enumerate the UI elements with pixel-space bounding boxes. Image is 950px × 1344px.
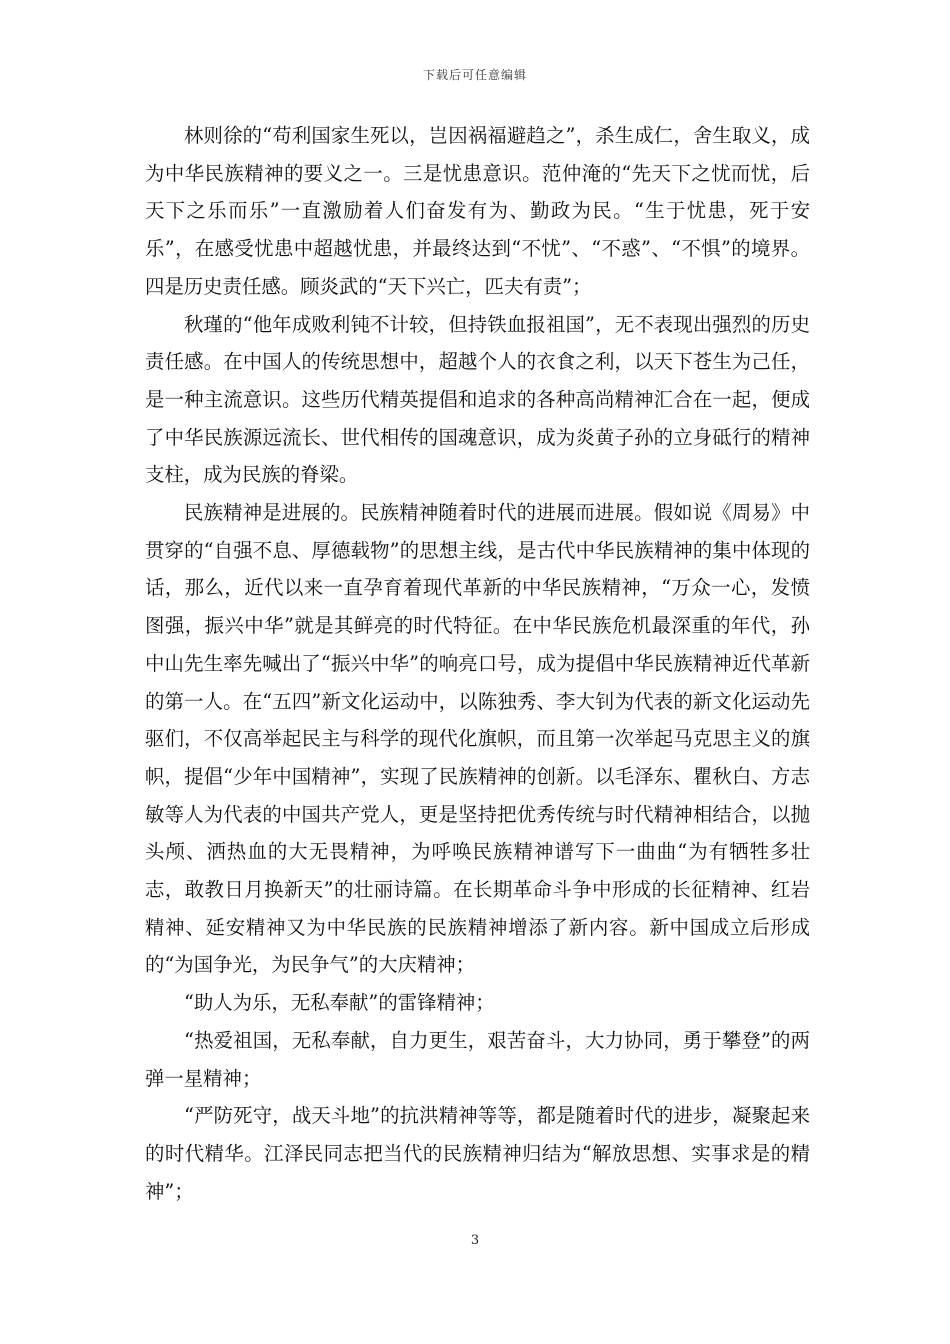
paragraph-6: “严防死守，战天斗地”的抗洪精神等等，都是随着时代的进步，凝聚起来的时代精华。江泽民同志把当代的民族精神归结为“解放思想、实事求是的精神”；: [145, 1104, 810, 1203]
page-number: 3: [470, 1233, 480, 1248]
paragraph-2: 秋瑾的“他年成败利钝不计较，但持铁血报祖国”，无不表现出强烈的历史责任感。在中国人的传统思想中，超越个人的衣食之利，以天下苍生为己任，是一种主流意识。这些历代精英提倡和追求的各种高尚精神汇合在一起，便成了中华民族源远流长、世代相传的国魂意识，成为炎黄子孙的立身砥行的精神支柱，成为民族的脊梁。: [145, 312, 810, 487]
page-header: 下载后可任意编辑: [422, 68, 527, 82]
paragraph-3: 民族精神是进展的。民族精神随着时代的进展而进展。假如说《周易》中贯穿的“自强不息、厚德载物”的思想主线，是古代中华民族精神的集中体现的话，那么，近代以来一直孕育着现代革新的中华民族精神，“万众一心，发愤图强，振兴中华”就是其鲜亮的时代特征。在中华民族危机最深重的年代，孙中山先生率先喊出了“振兴中华”的响亮口号，成为提倡中华民族精神近代革新的第一人。在“五四”新文化运动中，以陈独秀、李大钊为代表的新文化运动先驱们，不仅高举起民主与科学的现代化旗帜，而且第一次举起马克思主义的旗帜，提倡“少年中国精神”，实现了民族精神的创新。以毛泽东、瞿秋白、方志敏等人为代表的中国共产党人，更是坚持把优秀传统与时代精神相结合，以抛头颅、洒热血的大无畏精神，为呼唤民族精神谱写下一曲曲“为有牺牲多壮志，敢教日月换新天”的壮丽诗篇。在长期革命斗争中形成的长征精神、红岩精神、延安精神又为中华民族的民族精神增添了新内容。新中国成立后形成的“为国争光，为民争气”的大庆精神；: [145, 501, 810, 977]
paragraph-1: 林则徐的“苟利国家生死以，岂因祸福避趋之”，杀生成仁，舍生取义，成为中华民族精神的要义之一。三是忧患意识。范仲淹的“先天下之忧而忧，后天下之乐而乐”一直激励着人们奋发有为、勤政为民。“生于忧患，死于安乐”，在感受忧患中超越忧患，并最终达到“不忧”、“不惑”、“不惧”的境界。四是历史责任感。顾炎武的“天下兴亡，匹夫有责”；: [145, 124, 810, 298]
paragraph-4: “助人为乐，无私奉献”的雷锋精神；: [184, 991, 495, 1015]
paragraph-5: “热爱祖国，无私奉献，自力更生，艰苦奋斗，大力协同，勇于攀登”的两弹一星精神；: [145, 1028, 810, 1090]
document-body: [145, 117, 810, 1210]
